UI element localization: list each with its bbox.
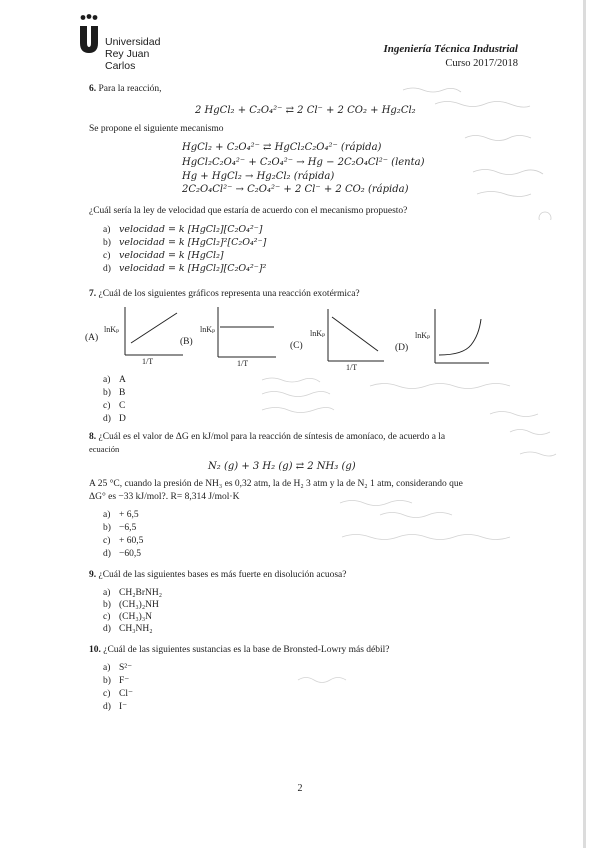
q6-question: ¿Cuál sería la ley de velocidad que estaría de acuerdo con el mecanismo propuesto? bbox=[89, 206, 408, 216]
graph-a-ylabel: lnKₚ bbox=[104, 325, 120, 334]
graph-a-label: (A) bbox=[85, 333, 99, 343]
pencil-notes-calc bbox=[330, 495, 560, 555]
graph-d bbox=[395, 305, 495, 367]
pencil-notes-top bbox=[395, 80, 570, 220]
q7-question: ¿Cuál de los siguientes gráficos representa una reacción exotérmica? bbox=[98, 289, 360, 299]
q9-option-b[interactable]: b) (CH₃)₂NH bbox=[103, 600, 159, 610]
q6-mech-step-2: HgCl₂C₂O₄²⁻ + C₂O₄²⁻ → Hg − 2C₂O₄Cl²⁻ (lenta) bbox=[182, 157, 425, 168]
q7-option-a[interactable]: a) A bbox=[103, 375, 126, 385]
graph-b bbox=[180, 305, 280, 367]
graph-b-ylabel: lnKₚ bbox=[200, 325, 216, 334]
q8-option-c[interactable]: c) + 60,5 bbox=[103, 536, 144, 546]
q6-intro: Para la reacción, bbox=[98, 84, 162, 94]
q8-option-a[interactable]: a) + 6,5 bbox=[103, 510, 139, 520]
graph-c-xlabel: 1/T bbox=[346, 363, 358, 372]
q9-option-d[interactable]: d) CH₃NH₂ bbox=[103, 624, 153, 634]
q7-option-d[interactable]: d) D bbox=[103, 414, 126, 424]
q8-option-d[interactable]: d) −60,5 bbox=[103, 549, 141, 559]
q7-heading bbox=[89, 289, 360, 299]
q6-mech-step-1: HgCl₂ + C₂O₄²⁻ ⇄ HgCl₂C₂O₄²⁻ (rápida) bbox=[182, 142, 382, 153]
q8-option-b[interactable]: b) −6,5 bbox=[103, 523, 137, 533]
q6-heading bbox=[89, 84, 162, 94]
graph-c-ylabel: lnKₚ bbox=[310, 329, 326, 338]
q10-option-d[interactable]: d) I⁻ bbox=[103, 702, 128, 712]
q6-option-c[interactable]: c) velocidad = k [HgCl₂] bbox=[103, 250, 224, 261]
q10-number: 10. bbox=[89, 645, 101, 655]
graph-d-plot bbox=[433, 305, 491, 365]
q7-number: 7. bbox=[89, 289, 97, 299]
pencil-notes-middle bbox=[260, 372, 560, 472]
graph-d-ylabel: lnKₚ bbox=[415, 331, 431, 340]
graph-c-label: (C) bbox=[290, 341, 303, 351]
q7-option-b[interactable]: b) B bbox=[103, 388, 126, 398]
q9-heading bbox=[89, 570, 346, 580]
q6-mech-step-3: Hg + HgCl₂ → Hg₂Cl₂ (rápida) bbox=[182, 171, 335, 182]
graph-c bbox=[290, 305, 390, 372]
q8-reaction: N₂ (g) + 3 H₂ (g) ⇄ 2 NH₃ (g) bbox=[208, 461, 356, 472]
q8-data-line1: A 25 °C, cuando la presión de NH₃ es 0,32 atm, la de H₂ 3 atm y la de N₂ 1 atm, considerando que bbox=[89, 479, 463, 489]
university-name-line2: Rey Juan Carlos bbox=[105, 48, 150, 72]
q8-question-line2: ecuación bbox=[89, 444, 120, 454]
graph-b-plot bbox=[216, 305, 278, 359]
q10-option-a[interactable]: a) S²⁻ bbox=[103, 663, 133, 673]
q7-option-c[interactable]: c) C bbox=[103, 401, 126, 411]
q8-number: 8. bbox=[89, 432, 97, 442]
q6-number: 6. bbox=[89, 84, 97, 94]
course-year: Curso 2017/2018 bbox=[445, 58, 518, 69]
graph-d-label: (D) bbox=[395, 343, 409, 353]
q9-option-c[interactable]: c) (CH₃)₃N bbox=[103, 612, 153, 622]
graph-a bbox=[85, 305, 190, 367]
graph-a-plot bbox=[123, 305, 185, 357]
scan-edge-shadow bbox=[583, 0, 586, 848]
graph-c-plot bbox=[326, 305, 386, 363]
university-name-line1: Universidad bbox=[105, 36, 161, 48]
q6-option-b[interactable]: b) velocidad = k [HgCl₂]²[C₂O₄²⁻] bbox=[103, 237, 267, 248]
q8-question-line1: ¿Cuál es el valor de ΔG en kJ/mol para la reacción de síntesis de amoníaco, de acuerdo a la bbox=[98, 432, 446, 442]
graph-b-xlabel: 1/T bbox=[237, 359, 249, 368]
urjc-crown-u-icon bbox=[78, 14, 100, 54]
q10-question: ¿Cuál de las siguientes sustancias es la base de Bronsted-Lowry más débil? bbox=[103, 645, 390, 655]
q9-option-a[interactable]: a) CH₂BrNH₂ bbox=[103, 588, 163, 598]
q6-reaction: 2 HgCl₂ + C₂O₄²⁻ ⇄ 2 Cl⁻ + 2 CO₂ + Hg₂Cl₂ bbox=[195, 105, 416, 116]
q10-heading bbox=[89, 645, 390, 655]
graph-b-label: (B) bbox=[180, 337, 193, 347]
q9-question: ¿Cuál de las siguientes bases es más fuerte en disolución acuosa? bbox=[98, 570, 347, 580]
q6-option-d[interactable]: d) velocidad = k [HgCl₂][C₂O₄²⁻]² bbox=[103, 263, 267, 274]
q10-option-c[interactable]: c) Cl⁻ bbox=[103, 689, 133, 699]
q8-data-line2: ΔG° es −33 kJ/mol?. R= 8,314 J/mol·K bbox=[89, 492, 240, 502]
q10-option-b[interactable]: b) F⁻ bbox=[103, 676, 130, 686]
q6-mech-step-4: 2C₂O₄Cl²⁻ → C₂O₄²⁻ + 2 Cl⁻ + 2 CO₂ (rápida) bbox=[182, 184, 409, 195]
page-number: 2 bbox=[297, 783, 303, 794]
q6-option-a[interactable]: a) velocidad = k [HgCl₂][C₂O₄²⁻] bbox=[103, 224, 263, 235]
q9-number: 9. bbox=[89, 570, 97, 580]
graph-a-xlabel: 1/T bbox=[142, 357, 154, 366]
pencil-notes-bottom bbox=[296, 672, 356, 686]
degree-title: Ingeniería Técnica Industrial bbox=[383, 43, 518, 55]
q6-mechanism-intro: Se propone el siguiente mecanismo bbox=[89, 124, 224, 134]
